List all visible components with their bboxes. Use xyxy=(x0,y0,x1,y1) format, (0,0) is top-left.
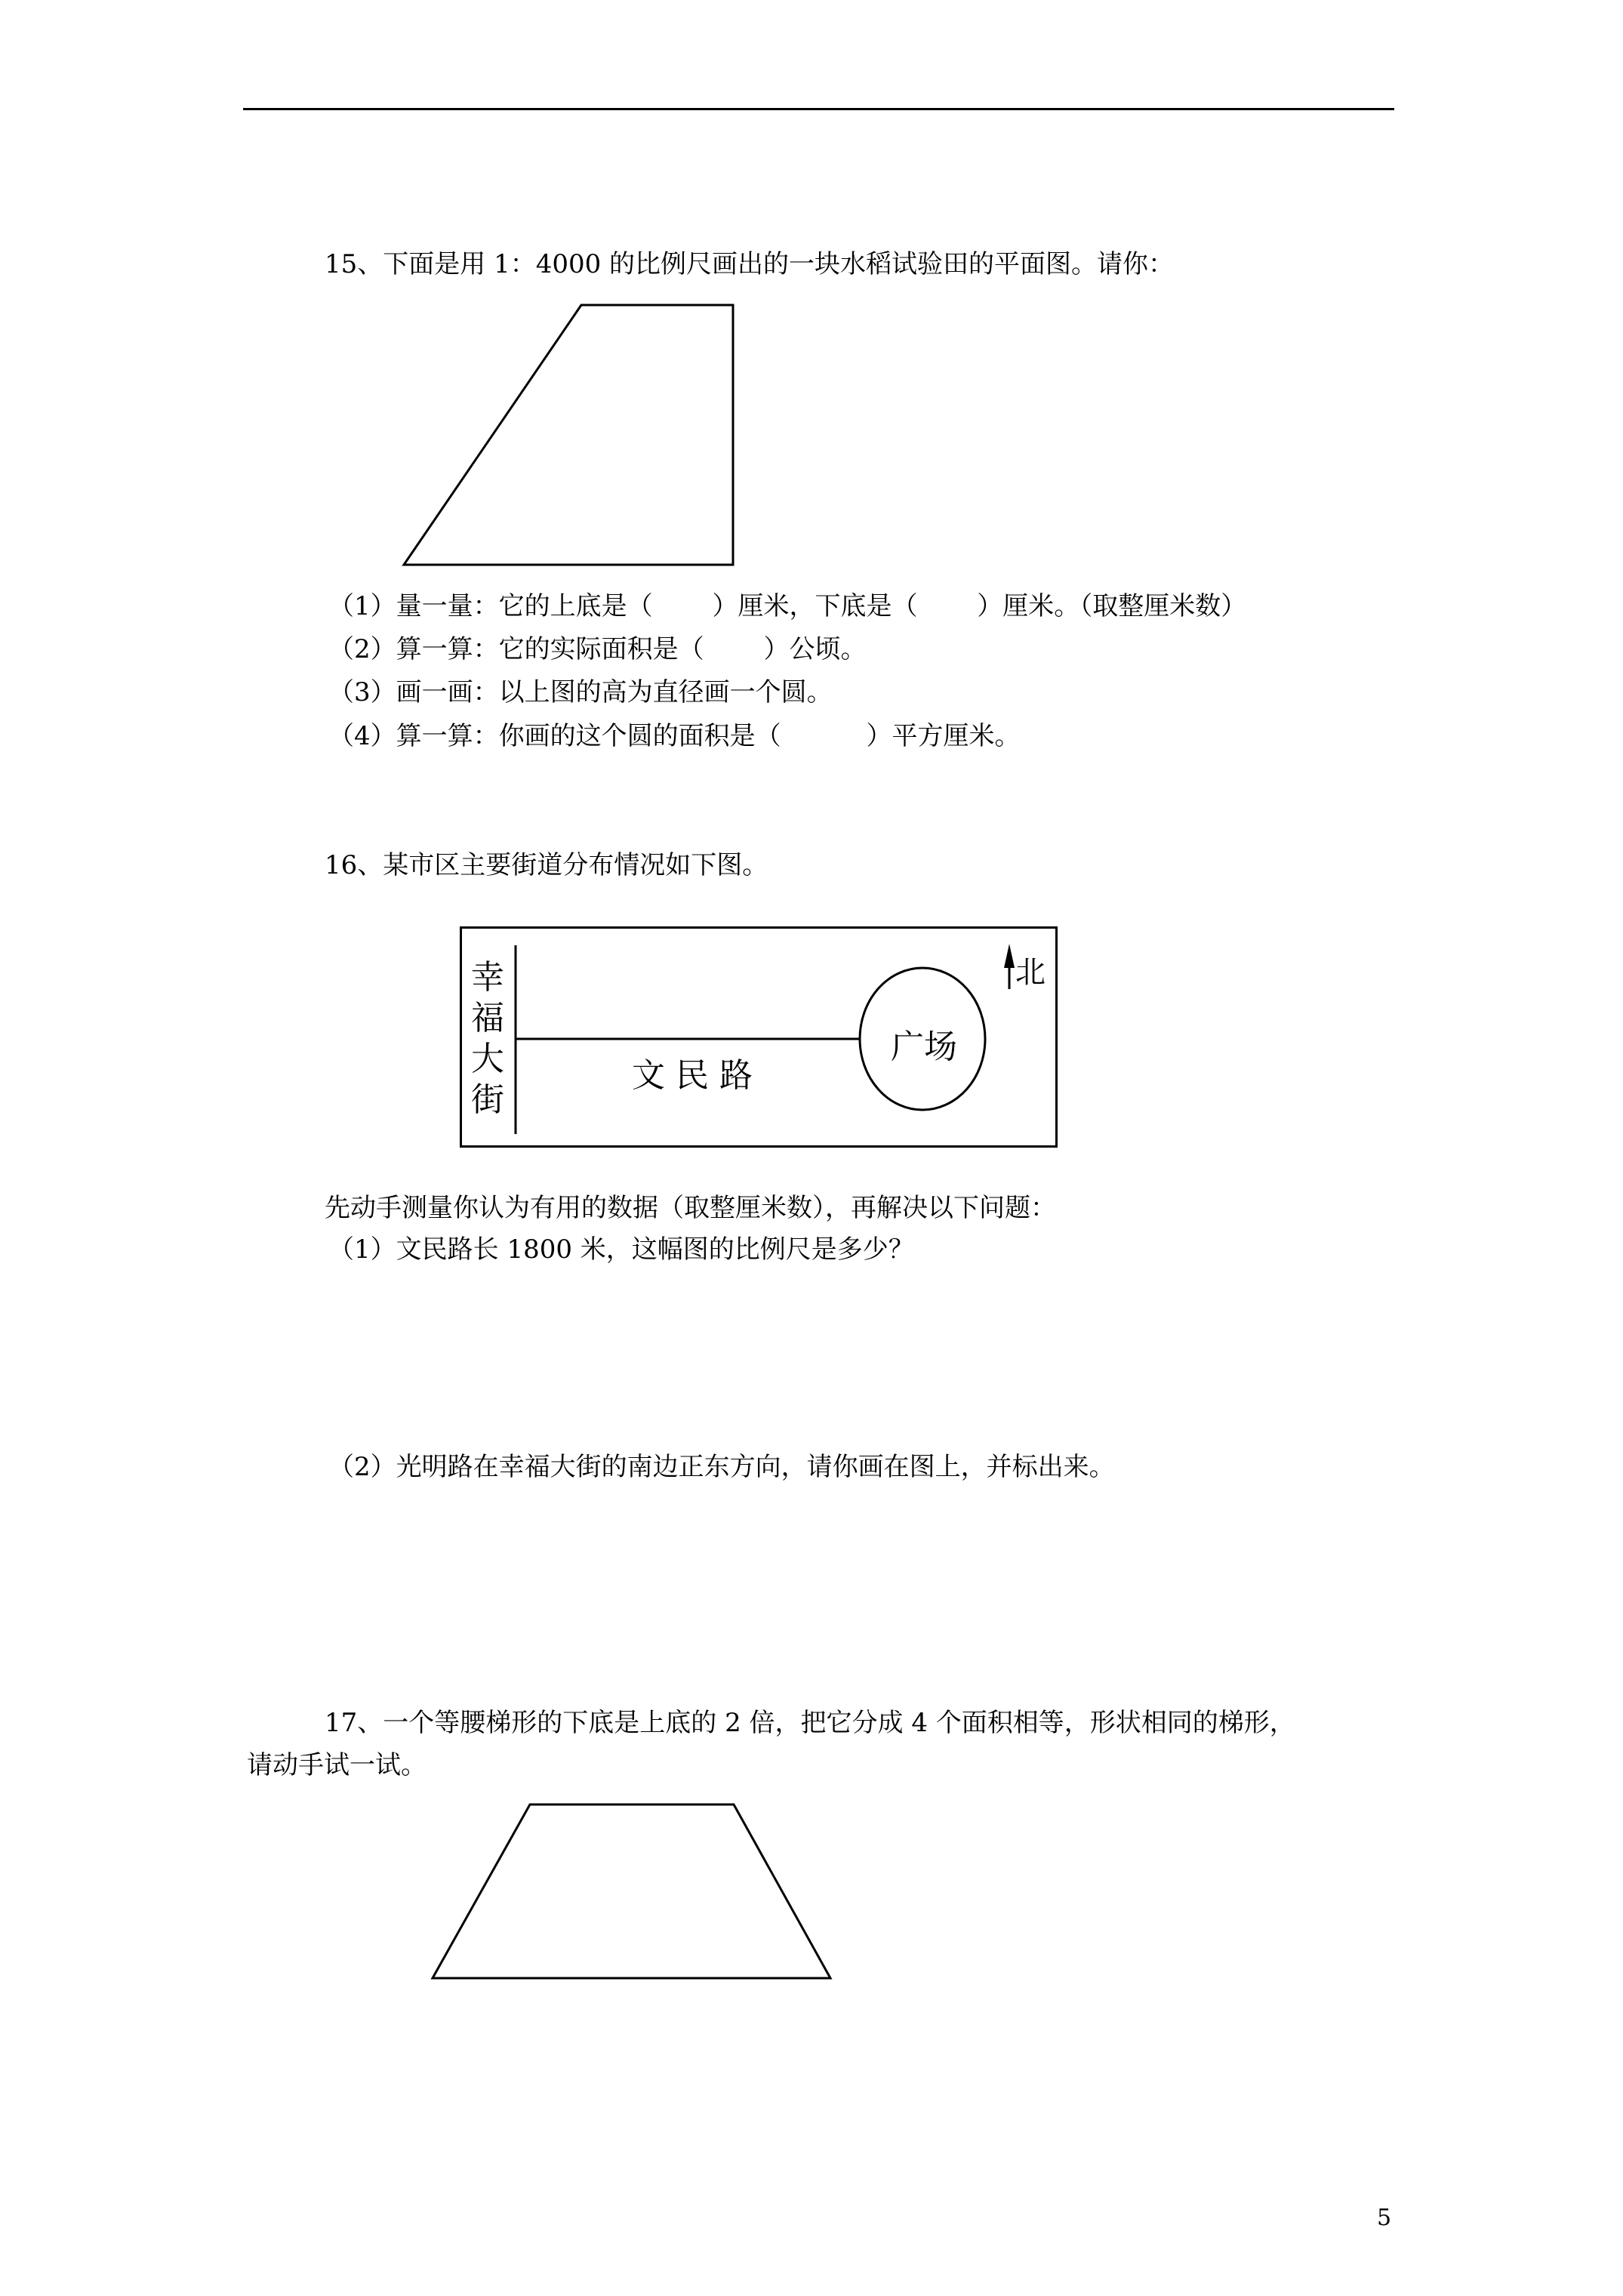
street-label-4: 街 xyxy=(471,1080,504,1119)
street-label-3: 大 xyxy=(471,1040,504,1078)
q16-item-2: （2）光明路在幸福大街的南边正东方向，请你画在图上，并标出来。 xyxy=(328,1452,1115,1482)
q15-item-4: （4）算一算：你画的这个圆的面积是（ ）平方厘米。 xyxy=(328,721,1021,751)
q15-item-2: （2）算一算：它的实际面积是（ ）公顷。 xyxy=(328,634,867,664)
q15-item-3: （3）画一画：以上图的高为直径画一个圆。 xyxy=(328,677,833,707)
q16-instruction: 先动手测量你认为有用的数据（取整厘米数），再解决以下问题： xyxy=(325,1193,1056,1223)
street-label-1: 幸 xyxy=(471,958,504,997)
q16-title: 16、某市区主要街道分布情况如下图。 xyxy=(325,850,768,880)
q15-item-1: （1）量一量：它的上底是（ ）厘米，下底是（ ）厘米。（取整厘米数） xyxy=(328,591,1247,621)
north-label: 北 xyxy=(1015,955,1046,990)
q16-item-1: （1）文民路长 1800 米，这幅图的比例尺是多少？ xyxy=(328,1234,914,1265)
square-label: 广场 xyxy=(891,1028,957,1066)
page-number: 5 xyxy=(1377,2205,1392,2231)
road-label: 文民路 xyxy=(632,1056,763,1095)
q17-isosceles-trapezoid xyxy=(433,1804,830,1978)
north-arrow-head xyxy=(1004,944,1015,968)
street-map xyxy=(460,926,1058,1148)
q15-title: 15、下面是用 1：4000 的比例尺画出的一块水稻试验田的平面图。请你： xyxy=(325,249,1175,279)
q15-right-trapezoid xyxy=(404,305,733,565)
q17-line-2: 请动手试一试。 xyxy=(247,1750,427,1780)
q17-line-1: 17、一个等腰梯形的下底是上底的 2 倍，把它分成 4 个面积相等，形状相同的梯形， xyxy=(325,1708,1295,1738)
header-rule xyxy=(243,108,1394,110)
street-label-2: 福 xyxy=(471,999,504,1037)
